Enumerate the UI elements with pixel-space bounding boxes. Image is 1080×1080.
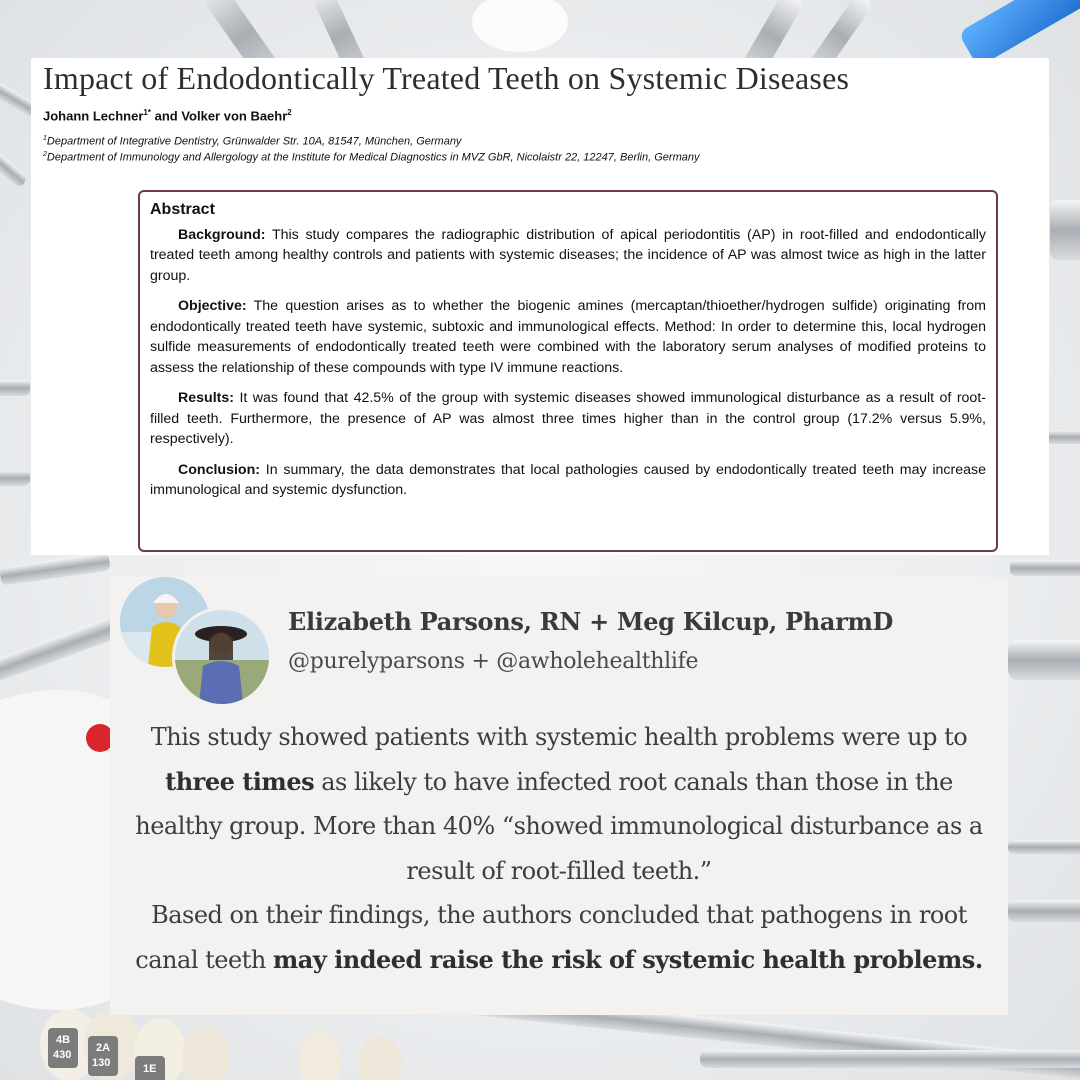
paper-excerpt — [31, 58, 1049, 555]
abstract-results — [150, 388, 986, 450]
author-name: Volker von Baehr — [181, 108, 288, 124]
avatar-photo-2 — [175, 610, 269, 704]
section-text: The question arises as to whether the biogenic amines (mercaptan/thioether/hydrogen sulfide) originating from endodontically treated teeth have systemic, subtoxic and immunological effects. Method: In order to determine this, local hydrogen sulfide measurements of endodontically treated teeth were combined with the laboratory serum analyses of modified proteins to assess the relationship of these compounds with type IV immune reactions. — [150, 298, 986, 376]
shade-tab-label: 4B — [56, 1034, 71, 1046]
abstract-background — [150, 225, 986, 287]
section-text: It was found that 42.5% of the group with systemic diseases showed immunological disturbance as a result of root-filled teeth. Furthermore, the presence of AP was almost three times higher than in the control group (17.2% versus 5.9%, respectively). — [150, 390, 986, 447]
quote-segment: This study showed patients with systemic health problems were up to — [150, 723, 968, 751]
author-name: Johann Lechner — [43, 108, 144, 124]
section-label: Conclusion: — [178, 461, 260, 478]
paper-authors — [43, 108, 292, 123]
quote-emphasis: may indeed raise the risk of systemic health problems. — [272, 944, 983, 974]
section-label: Objective: — [178, 298, 247, 314]
author-joiner: and — [150, 108, 182, 124]
quote-segment: Based on their findings, the authors concluded that pathogens in root canal teeth — [135, 901, 967, 974]
quote-card — [110, 577, 1008, 1015]
quote-authors: Elizabeth Parsons, RN + Meg Kilcup, PharmD — [288, 607, 894, 636]
author-avatars — [120, 577, 260, 707]
section-label: Background: — [178, 226, 266, 243]
shade-tab-label: 1E — [143, 1063, 157, 1075]
quote-text — [120, 715, 998, 982]
author-superscript: 1* — [143, 108, 151, 117]
abstract-heading: Abstract — [150, 201, 215, 218]
paper-title: Impact of Endodontically Treated Teeth on Systemic Diseases — [43, 60, 850, 96]
abstract-box — [138, 190, 998, 552]
section-text: This study compares the radiographic distribution of apical periodontitis (AP) in root-filled and endodontically treated teeth among healthy controls and patients with systemic diseases; the incidence of AP was almost twice as high in the latter group. — [150, 226, 986, 284]
author-superscript: 2 — [287, 108, 292, 117]
avatar — [172, 607, 272, 707]
section-label: Results: — [178, 390, 234, 406]
shade-tab-number: 430 — [53, 1049, 72, 1061]
shade-tab-label: 2A — [96, 1042, 111, 1054]
affiliation-text: Department of Integrative Dentistry, Grünwalder Str. 10A, 81547, München, Germany — [46, 135, 462, 148]
affiliation-superscript: 1 — [43, 135, 47, 142]
quote-emphasis: three times — [165, 766, 315, 796]
affiliation-1 — [43, 135, 461, 148]
abstract-objective — [150, 296, 986, 378]
shade-tab-number: 130 — [92, 1057, 111, 1069]
quote-segment: as likely to have infected root canals than those in the healthy group. More than 40% “showed immunological disturbance as a result of root-filled teeth.” — [135, 767, 983, 885]
affiliation-superscript: 2 — [43, 151, 47, 158]
abstract-conclusion — [150, 460, 986, 501]
quote-handles: @purelyparsons + @awholehealthlife — [288, 649, 699, 674]
affiliation-text: Department of Immunology and Allergology at the Institute for Medical Diagnostics in MVZ GbR, Nicolaistr 22, 12247, Berlin, Germany — [46, 151, 700, 164]
affiliation-2 — [43, 151, 699, 164]
section-text: In summary, the data demonstrates that local pathologies caused by endodontically treated teeth may increase immunological and systemic dysfunction. — [150, 461, 986, 498]
